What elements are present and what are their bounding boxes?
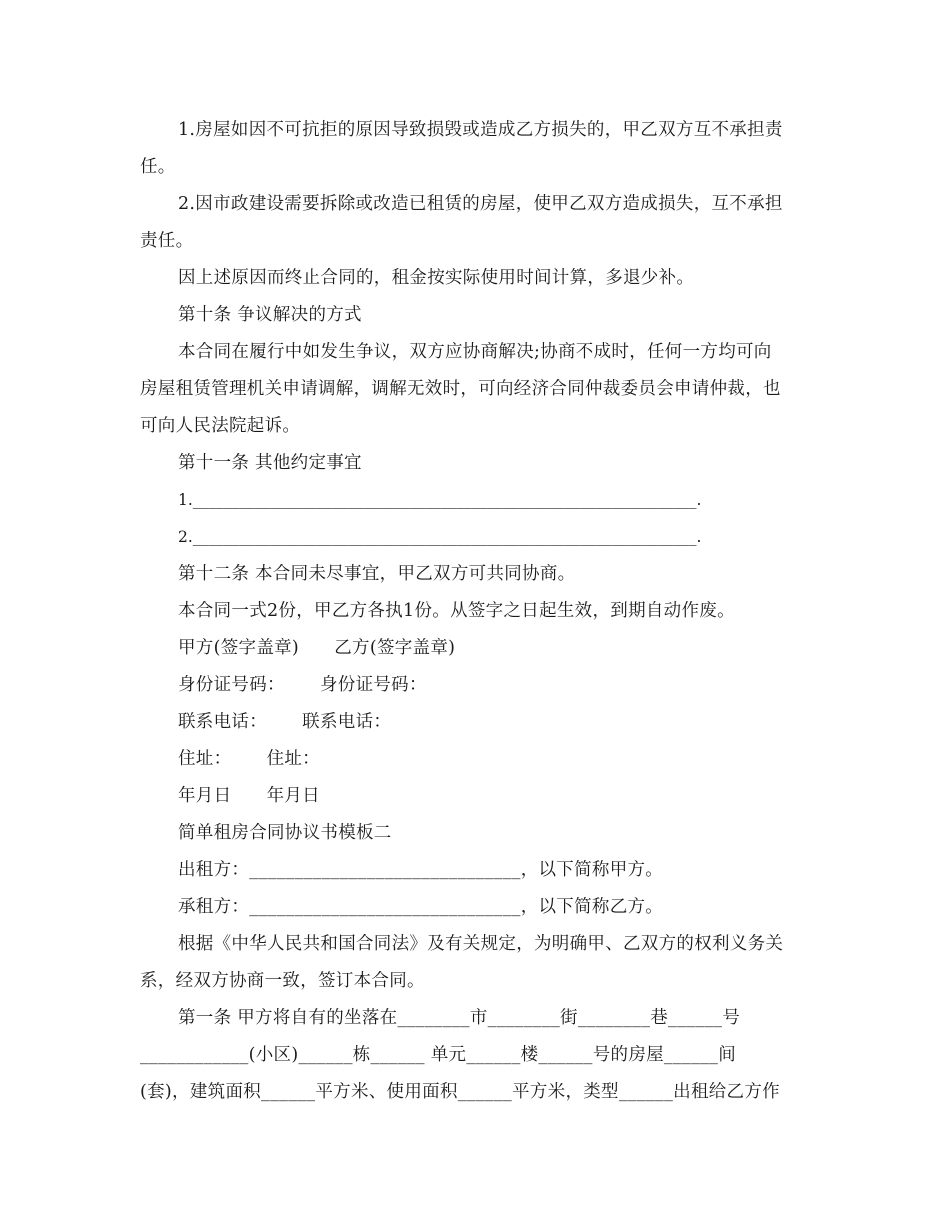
copies-clause: 本合同一式2份，甲乙方各执1份。从签字之日起生效，到期自动作废。 [178,601,735,621]
article-1-line-1: 第一条 甲方将自有的坐落在________市________街________巷______号 [178,1008,741,1028]
article-11-heading: 第十一条 其他约定事宜 [178,453,362,473]
article-10-line-2: 房屋租赁管理机关申请调解，调解无效时，可向经济合同仲裁委员会申请仲裁，也 [140,379,781,399]
article-1-line-2: ____________(小区)______栋______ 单元______楼______号的房屋______间 [140,1045,737,1065]
preamble-line-2: 系，经双方协商一致，签订本合同。 [140,971,425,991]
article-12: 第十二条 本合同未尽事宜，甲乙双方可共同协商。 [178,564,576,584]
termination-note: 因上述原因而终止合同的，租金按实际使用时间计算，多退少补。 [178,268,695,288]
template-2-title: 简单租房合同协议书模板二 [178,823,392,843]
phone-row: 联系电话： 联系电话： [178,712,392,732]
article-11-item-2: 2._________________________________________________________________. [178,528,702,546]
clause-1-line-2: 任。 [140,157,176,177]
clause-2-line-2: 责任。 [140,231,194,251]
lessor-line: 出租方：______________________________，以下简称甲方。 [178,860,664,880]
article-10-line-1: 本合同在履行中如发生争议，双方应协商解决;协商不成时，任何一方均可向 [178,342,772,362]
article-11-item-1: 1._________________________________________________________________. [178,491,702,509]
clause-2-line-1: 2.因市政建设需要拆除或改造已租赁的房屋，使甲乙双方造成损失，互不承担 [178,194,783,214]
article-10-line-3: 可向人民法院起诉。 [140,416,301,436]
article-10-heading: 第十条 争议解决的方式 [178,305,362,325]
clause-1-line-1: 1.房屋如因不可抗拒的原因导致损毁或造成乙方损失的，甲乙双方互不承担责 [178,120,783,140]
lessee-line: 承租方：______________________________，以下简称乙方。 [178,897,664,917]
id-number-row: 身份证号码： 身份证号码： [178,675,427,695]
address-row: 住址： 住址： [178,749,320,769]
preamble-line-1: 根据《中华人民共和国合同法》及有关规定，为明确甲、乙双方的权利义务关 [178,934,784,954]
article-1-line-3: (套)，建筑面积______平方米、使用面积______平方米，类型______出租给乙方作 [140,1082,780,1102]
date-row: 年月日 年月日 [178,786,320,806]
signature-row: 甲方(签字盖章) 乙方(签字盖章) [178,638,456,658]
